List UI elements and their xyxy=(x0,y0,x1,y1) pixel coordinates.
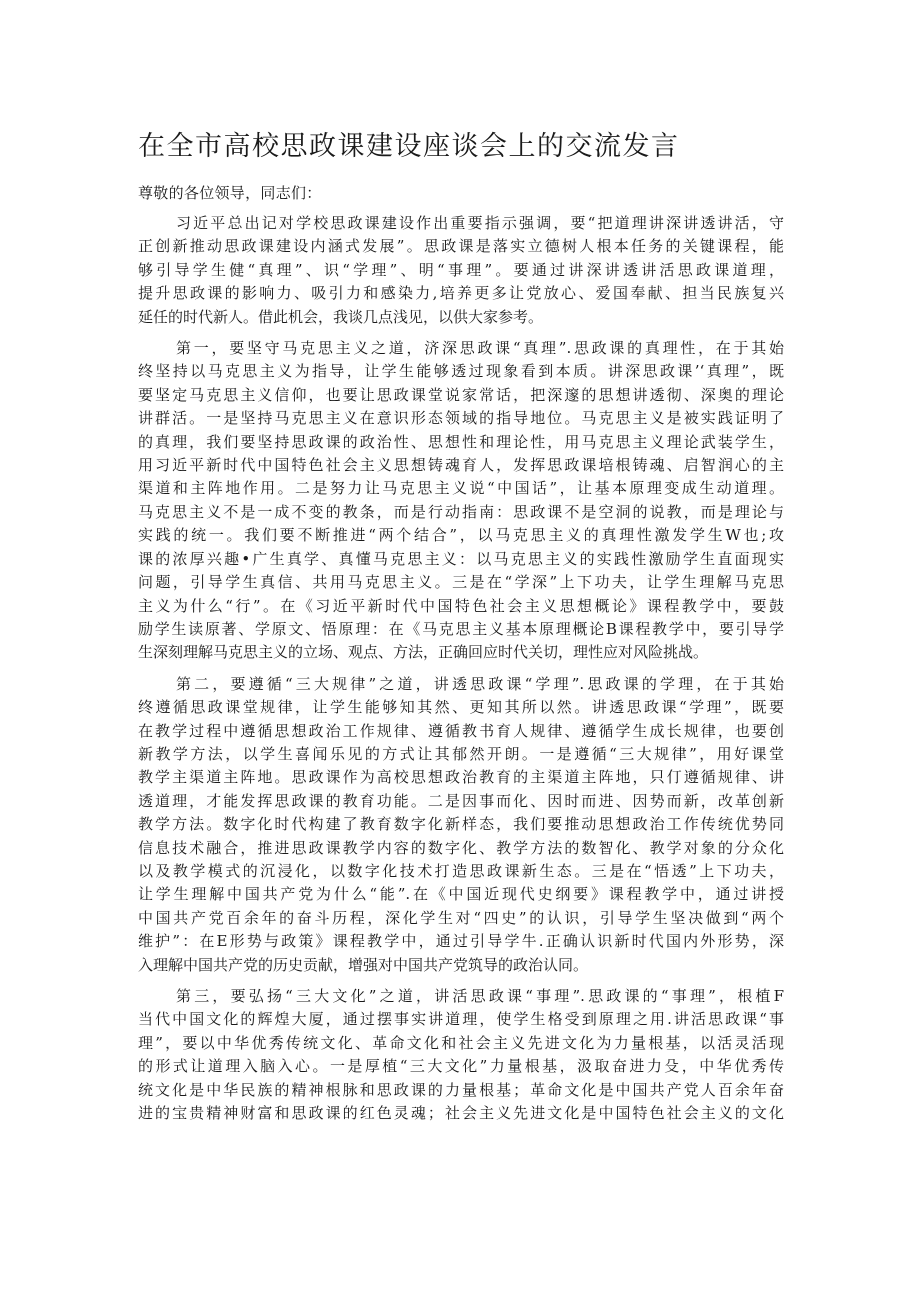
text-line: 的形式让道理入脑入心。一是厚植“三大文化”力量根基，汲取奋进力殳，中华优秀传 xyxy=(138,1057,784,1076)
text-line: 问题，引导学生真信、共用马克思主义。三是在“学深”上下功夫，让学生理解马克思 xyxy=(138,573,784,592)
text-line: 教学主渠道主阵地。思政课作为高校思想政治教育的主渠道主阵地，只仃遵循规律、讲 xyxy=(138,768,784,787)
text-line: 渠道和主阵地作用。二是努力让马克思主义说“中国话”，让基本原理变成生动道理。 xyxy=(138,479,784,498)
text-line: 正创新推动思政课建设内涵式发展”。思政课是落实立德树人根本任务的关键课程，能 xyxy=(138,237,784,256)
salutation: 尊敬的各位领导，同志们： xyxy=(138,184,322,202)
text-line: 主义为什么“行”。在《习近平新时代中国特色社会主义思想概论》课程教学中，要鼓 xyxy=(138,596,784,615)
paragraph-second-point xyxy=(138,673,784,977)
text-line: 教学方法。数字化时代构建了教育数字化新样态，我们要推动思想政治工作传统优势同 xyxy=(138,815,784,834)
text-line: 提升思政课的影响力、吸引力和感染力,培养更多让党放心、爱国奉献、担当民族复兴 xyxy=(138,284,784,303)
text-line: 第三，要弘扬“三大文化”之道，讲活思政课“事理”.思政课的“事理”，根植F xyxy=(176,987,784,1005)
text-line: 习近平总出记对学校思政课建设作出重要指示强调，要“把道理讲深讲透讲活，守 xyxy=(176,214,784,232)
document-title: 在全市高校思政课建设座谈会上的交流发言 xyxy=(138,131,680,162)
text-line: 维护”：在E形势与政策》课程教学中，通过引导学牛.正确认识新时代国内外形势，深 xyxy=(138,932,784,951)
paragraph-third-point xyxy=(138,985,784,1125)
text-line: 够引导学生健“真理”、识“学理”、明“事理”。要通过讲深讲透讲活思政课道理， xyxy=(138,260,784,279)
text-line: 新教学方法，以学生喜闻乐见的方式让其郁然开朗。一是遵循“三大规律”，用好课堂 xyxy=(138,744,784,763)
text-line: 课的浓厚兴趣•广生真学、真懂马克思主义：以马克思主义的实践性激励学生直面现实 xyxy=(138,549,784,568)
text-line: 延任的时代新人。借此机会，我谈几点浅见，以供大家参考。 xyxy=(138,307,544,326)
paragraph-intro xyxy=(138,212,784,329)
text-line: 进的宝贵精神财富和思政课的红色灵魂；社会主义先进文化是中国特色社会主义的文化 xyxy=(138,1104,784,1123)
text-line: 终遵循思政课堂规律，让学生能够知其然、更知其所以然。讲透思政课“学理”，既要 xyxy=(138,698,784,717)
text-line: 实践的统一。我们要不断推进“两个结合”，以马克思主义的真理性激发学生W也;攻 xyxy=(138,526,784,545)
document-body xyxy=(138,212,784,1133)
paragraph-first-point xyxy=(138,337,784,665)
text-line: 第一，要坚守马克思主义之道，济深思政课“真理”.思政课的真理性，在于其始 xyxy=(176,339,784,358)
text-line: 当代中国文化的辉煌大厦，通过摆事实讲道理，使学生格受到原理之用.讲活思政课“事 xyxy=(138,1010,784,1029)
text-line: 理”，要以中华优秀传统文化、革命文化和社会主义先进文化为力量根基，以活灵活现 xyxy=(138,1033,784,1052)
text-line: 在教学过程中遵循思想政治工作规律、遵循教书育人规律、遵循学生成长规律，也要创 xyxy=(138,721,784,740)
text-line: 生深刻理解马克思主义的立场、观点、方法，正确回应时代关切，理性应对风险挑战。 xyxy=(138,643,709,662)
text-line: 励学生读原著、学原文、悟原理：在《马克思主义基本原理概论B课程教学中，要引导学 xyxy=(138,619,784,638)
text-line: 透道理，才能发挥思政课的教育功能。二是因事而化、因时而进、因势而新，改革创新 xyxy=(138,791,784,810)
text-line: 讲群活。一是坚持马克思主义在意识形态领域的指导地位。马克思主义是被实践证明了 xyxy=(138,409,784,428)
text-line: 以及教学模式的沉浸化，以数字化技术打造思政课新生态。三是在“悟透”上下功夫， xyxy=(138,861,784,880)
text-line: 信息技术融合，推进思政课教学内容的数字化、教学方法的数智化、教学对象的分众化 xyxy=(138,838,784,857)
text-line: 统文化是中华民族的精神根脉和思政课的力量根基；革命文化是中国共产党人百余年奋 xyxy=(138,1080,784,1099)
text-line: 的真理，我们要坚持思政课的政治性、思想性和理论性，用马克思主义理论武装学生， xyxy=(138,432,784,451)
text-line: 中国共产党百余年的奋斗历程，深化学生对“四史”的认识，引导学生坚决做到“两个 xyxy=(138,908,784,927)
text-line: 第二，要遵循“三大规律”之道，讲透思政课“学理”.思政课的学理，在于其始 xyxy=(176,674,784,693)
text-line: 终坚持以马克思主义为指导，让学生能够透过现象看到本质。讲深思政课’‘真理”，既 xyxy=(138,362,784,381)
text-line: 马克思主义不是一成不变的教条，而是行动指南：思政课不是空洞的说教，而是理论与 xyxy=(138,502,784,521)
text-line: 入理解中国共产党的历史贡献，增强对中国共产党筑导的政治认同。 xyxy=(138,955,589,974)
text-line: 让学生理解中国共产党为什么“能”.在《中国近现代史纲要》课程教学中，通过讲授 xyxy=(138,885,784,904)
text-line: 要坚定马克思主义信仰，也要让思政课堂说家常话，把深邃的思想讲透彻、深奥的理论 xyxy=(138,385,784,404)
text-line: 用习近平新时代中国特色社会主义思想铸魂育人，发挥思政课培根铸魂、启智润心的主 xyxy=(138,456,784,475)
